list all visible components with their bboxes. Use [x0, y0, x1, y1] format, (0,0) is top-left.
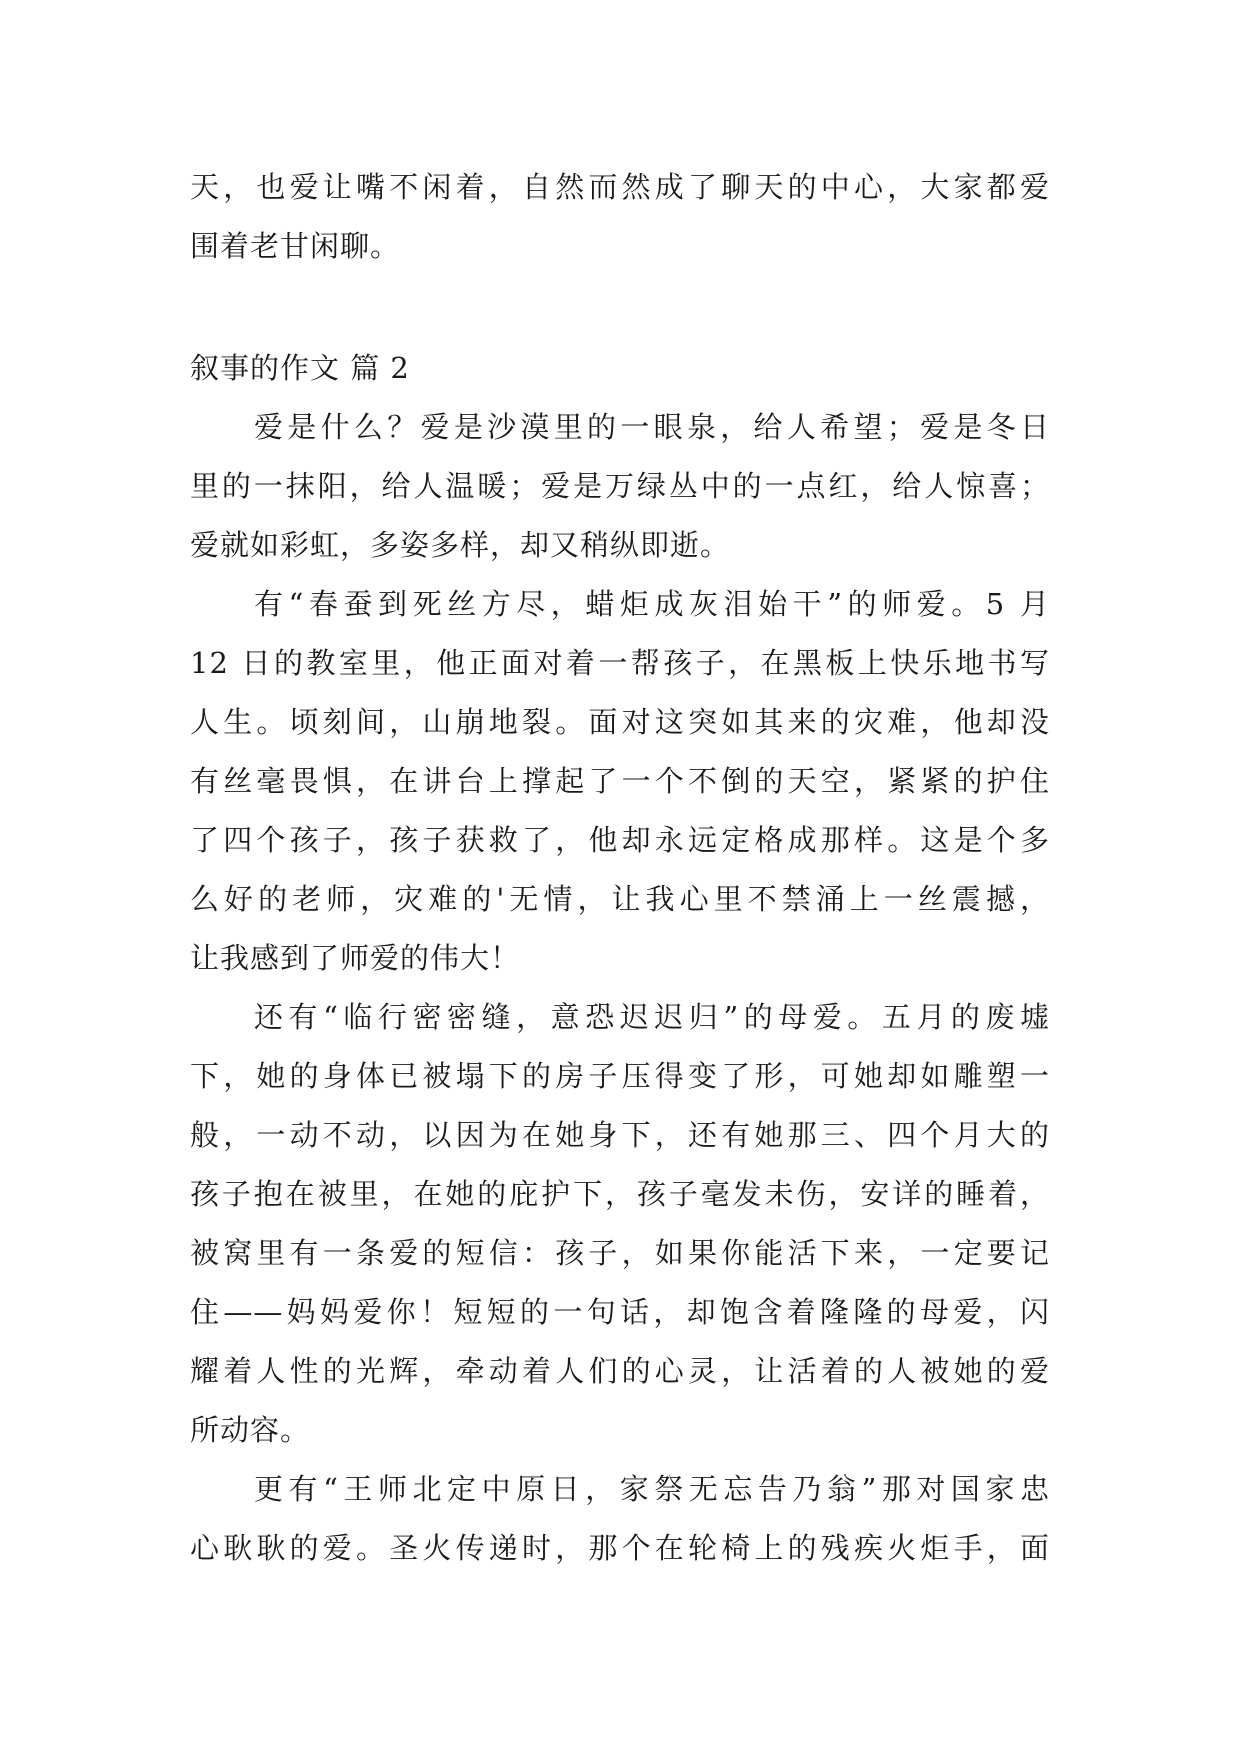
text-line: 被窝里有一条爱的短信：孩子，如果你能活下来，一定要记 [190, 1236, 1050, 1270]
text-line: 了四个孩子，孩子获救了，他却永远定格成那样。这是个多 [190, 823, 1050, 857]
text-line: 有“春蚕到死丝方尽，蜡炬成灰泪始干”的师爱。5 月 [254, 587, 1050, 621]
text-line: 爱就如彩虹，多姿多样，却又稍纵即逝。 [190, 528, 731, 562]
text-line: 里的一抹阳，给人温暖；爱是万绿丛中的一点红，给人惊喜； [190, 469, 1050, 503]
text-line: 么好的老师，灾难的'无情，让我心里不禁涌上一丝震撼， [190, 882, 1050, 916]
text-line: 天，也爱让嘴不闲着，自然而然成了聊天的中心，大家都爱 [190, 170, 1050, 204]
text-line: 爱是什么？爱是沙漠里的一眼泉，给人希望；爱是冬日 [254, 410, 1050, 444]
section-title: 叙事的作文 篇 2 [190, 351, 410, 385]
text-line: 12 日的教室里，他正面对着一帮孩子，在黑板上快乐地书写 [190, 646, 1050, 680]
text-line: 让我感到了师爱的伟大！ [190, 941, 521, 975]
text-line: 人生。顷刻间，山崩地裂。面对这突如其来的灾难，他却没 [190, 705, 1050, 739]
text-line: 孩子抱在被里，在她的庇护下，孩子毫发未伤，安详的睡着， [190, 1177, 1050, 1211]
text-line: 有丝毫畏惧，在讲台上撑起了一个不倒的天空，紧紧的护住 [190, 764, 1050, 798]
text-line: 下，她的身体已被塌下的房子压得变了形，可她却如雕塑一 [190, 1059, 1050, 1093]
document-body [190, 158, 1050, 1578]
text-line: 住——妈妈爱你！短短的一句话，却饱含着隆隆的母爱，闪 [190, 1295, 1050, 1329]
text-line: 还有“临行密密缝，意恐迟迟归”的母爱。五月的废墟 [254, 1000, 1050, 1034]
text-line: 更有“王师北定中原日，家祭无忘告乃翁”那对国家忠 [254, 1472, 1050, 1506]
text-line: 所动容。 [190, 1413, 311, 1447]
text-line: 围着老甘闲聊。 [190, 229, 401, 263]
text-line: 般，一动不动，以因为在她身下，还有她那三、四个月大的 [190, 1118, 1050, 1152]
text-line: 耀着人性的光辉，牵动着人们的心灵，让活着的人被她的爱 [190, 1354, 1050, 1388]
text-line: 心耿耿的爱。圣火传递时，那个在轮椅上的残疾火炬手，面 [190, 1531, 1050, 1565]
